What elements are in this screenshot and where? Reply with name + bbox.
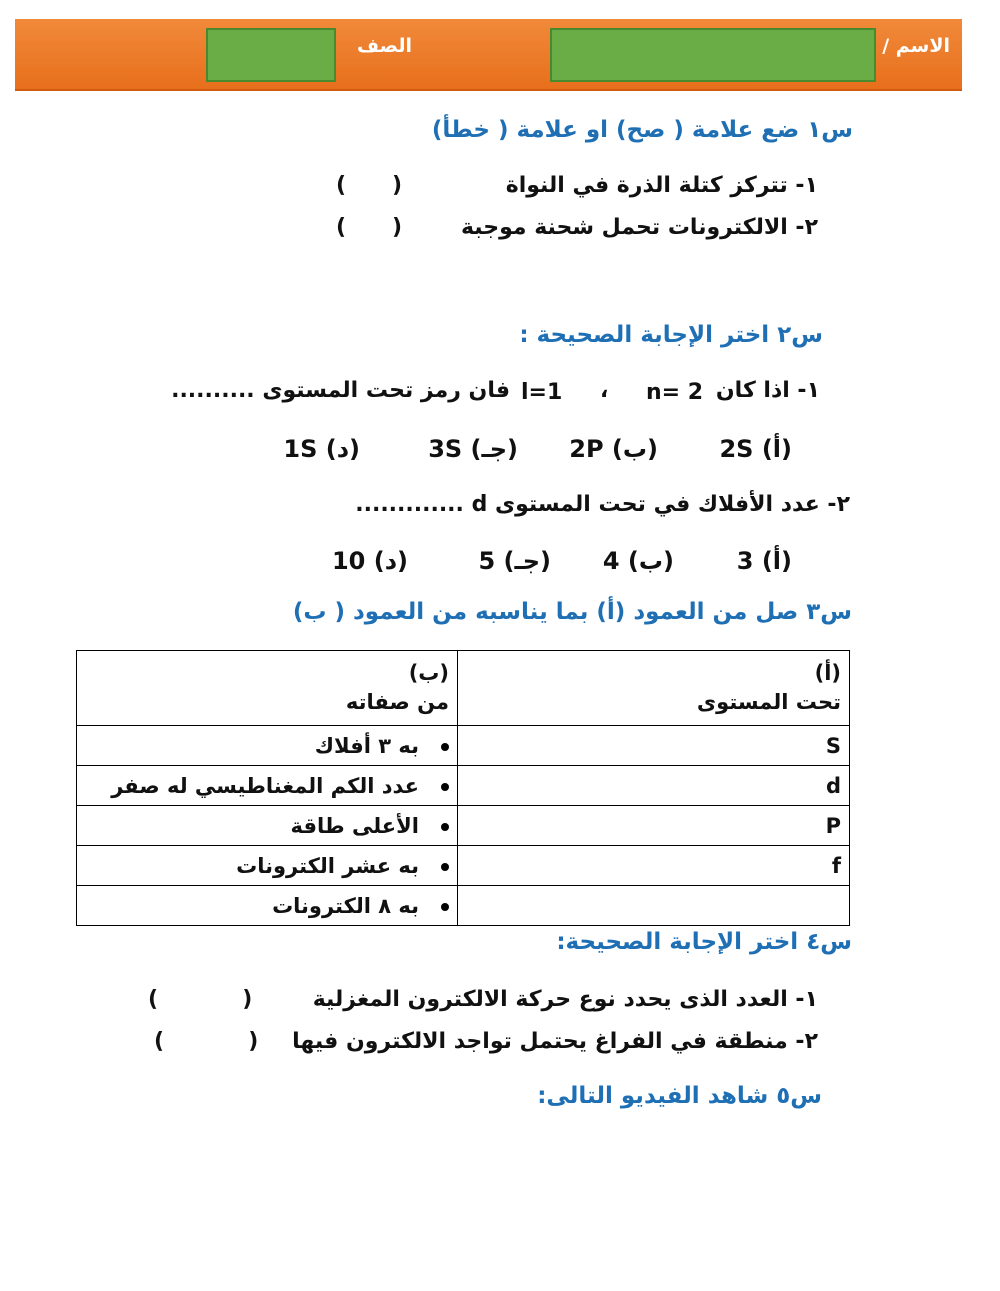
q1-item-2-answer-blank[interactable]: ( )	[336, 215, 403, 240]
col-a-cell[interactable]	[458, 886, 850, 926]
q2-item-1-n: n= 2	[646, 380, 704, 405]
col-b-header-letter: (ب)	[408, 660, 449, 685]
table-row	[77, 766, 850, 806]
q1-item-2-text: ٢- الالكترونات تحمل شحنة موجبة	[460, 215, 818, 240]
table-row	[77, 846, 850, 886]
table-row	[77, 806, 850, 846]
bullet-icon	[441, 823, 449, 831]
q4-item-1-answer-blank[interactable]: ( )	[148, 987, 253, 1012]
q2-item-2-option-b[interactable]: (ب) 4	[602, 547, 674, 575]
col-b-cell[interactable]	[77, 766, 458, 806]
col-b-text: به عشر الكترونات	[236, 853, 419, 878]
q4-item-1-text: ١- العدد الذى يحدد نوع حركة الالكترون المغزلية	[312, 987, 818, 1012]
matching-table	[76, 650, 850, 926]
q2-item-1-option-a[interactable]: (أ) 2S	[719, 435, 792, 463]
q2-item-1-option-c[interactable]: (جـ) 3S	[428, 435, 518, 463]
q1-item-1-answer-blank[interactable]: ( )	[336, 173, 403, 198]
col-b-text: به ٣ أفلاك	[314, 733, 419, 758]
q5-title: س٥ شاهد الفيديو التالى:	[537, 1083, 822, 1109]
q2-item-1-prefix: ١- اذا كان	[715, 378, 820, 403]
col-a-cell[interactable]: P	[458, 806, 850, 846]
col-a-header	[458, 651, 850, 726]
bullet-icon	[441, 783, 449, 791]
q2-item-2-text: ٢- عدد الأفلاك في تحت المستوى d .............	[355, 492, 850, 517]
col-a-cell[interactable]: d	[458, 766, 850, 806]
col-b-header-label: من صفاته	[345, 690, 449, 714]
q1-item-1-text: ١- تتركز كتلة الذرة في النواة	[505, 173, 818, 198]
name-label: الاسم /	[882, 35, 950, 57]
q2-title: س٢ اختر الإجابة الصحيحة :	[519, 322, 823, 348]
col-b-text: الأعلى طاقة	[290, 813, 419, 838]
class-field[interactable]	[206, 28, 336, 82]
q2-item-1-sep: ،	[600, 378, 609, 403]
matching-table-header-row	[77, 651, 850, 726]
col-b-cell[interactable]	[77, 726, 458, 766]
class-label: الصف	[357, 35, 412, 57]
bullet-icon	[441, 903, 449, 911]
bullet-icon	[441, 863, 449, 871]
col-a-cell[interactable]: S	[458, 726, 850, 766]
q1-title: س١ ضع علامة ( صح) او علامة ( خطأ)	[431, 117, 853, 143]
q2-item-1-option-d[interactable]: (د) 1S	[283, 435, 360, 463]
q4-item-2-text: ٢- منطقة في الفراغ يحتمل تواجد الالكترون فيها	[292, 1029, 818, 1054]
q3-title: س٣ صل من العمود (أ) بما يناسبه من العمود ( ب)	[292, 599, 852, 625]
col-b-cell[interactable]	[77, 806, 458, 846]
col-a-cell[interactable]: f	[458, 846, 850, 886]
col-a-header-label: تحت المستوى	[696, 690, 841, 714]
q2-item-2-option-d[interactable]: (د) 10	[331, 547, 408, 575]
q2-item-1-l: l=1	[521, 380, 563, 405]
col-b-cell[interactable]	[77, 886, 458, 926]
col-a-header-letter: (أ)	[814, 660, 841, 685]
q2-item-1-suffix: فان رمز تحت المستوى ..........	[171, 378, 510, 403]
col-b-text: عدد الكم المغناطيسي له صفر	[111, 773, 419, 798]
col-b-header	[77, 651, 458, 726]
col-b-cell[interactable]	[77, 846, 458, 886]
name-field[interactable]	[550, 28, 876, 82]
table-row	[77, 886, 850, 926]
q2-item-2-option-c[interactable]: (جـ) 5	[478, 547, 551, 575]
q2-item-1-option-b[interactable]: (ب) 2P	[569, 435, 658, 463]
bullet-icon	[441, 743, 449, 751]
q2-item-2-option-a[interactable]: (أ) 3	[736, 547, 792, 575]
q4-item-2-answer-blank[interactable]: ( )	[154, 1029, 259, 1054]
q4-title: س٤ اختر الإجابة الصحيحة:	[556, 929, 852, 955]
table-row	[77, 726, 850, 766]
col-b-text: به ٨ الكترونات	[272, 893, 419, 918]
